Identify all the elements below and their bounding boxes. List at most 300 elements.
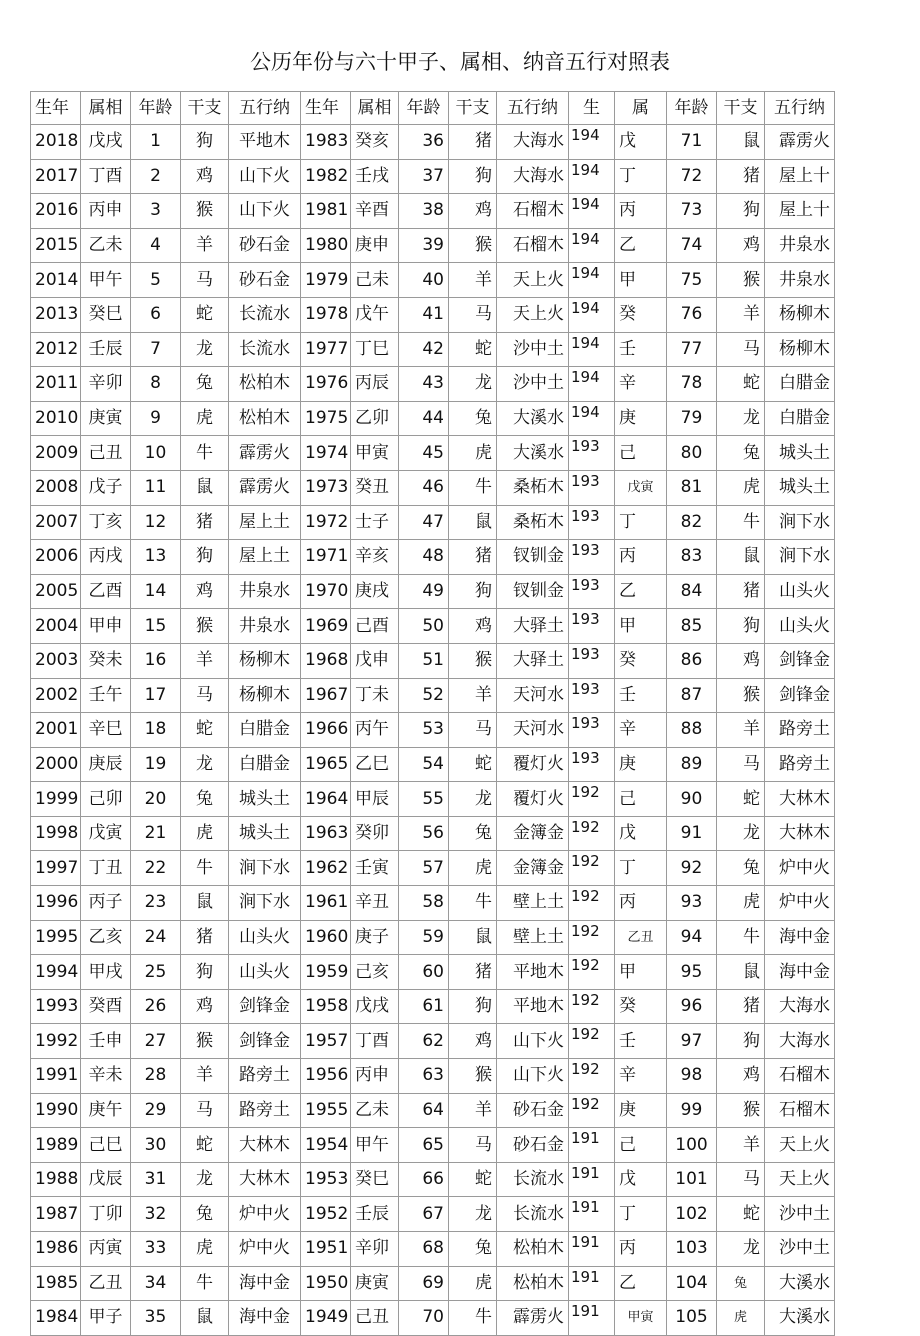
nayin-cell: 金簿金 [497, 816, 569, 851]
animal-cell: 牛 [449, 886, 497, 921]
zodiac-stem-cell: 甲申 [81, 609, 131, 644]
zodiac-stem-cell: 庚申 [351, 228, 399, 263]
zodiac-stem-cell: 丁酉 [351, 1024, 399, 1059]
zodiac-stem-cell: 甲戌 [81, 955, 131, 990]
zodiac-stem-cell: 丁 [615, 159, 667, 194]
birth-year-cell: 2015 [31, 228, 81, 263]
age-cell: 56 [399, 816, 449, 851]
nayin-cell: 壁上土 [497, 920, 569, 955]
animal-cell: 龙 [181, 1162, 229, 1197]
birth-year-cell: 1954 [301, 1128, 351, 1163]
animal-cell: 猪 [181, 505, 229, 540]
animal-cell: 猪 [449, 125, 497, 160]
zodiac-stem-cell: 丁酉 [81, 159, 131, 194]
header-cell: 属相 [81, 92, 131, 125]
page-title: 公历年份与六十甲子、属相、纳音五行对照表 [250, 50, 670, 74]
birth-year-cell: 1985 [31, 1266, 81, 1301]
birth-year-cell: 2011 [31, 367, 81, 402]
birth-year-cell: 1951 [301, 1232, 351, 1267]
animal-cell: 牛 [717, 920, 765, 955]
animal-cell: 马 [449, 297, 497, 332]
nayin-cell: 剑锋金 [765, 678, 835, 713]
animal-cell: 兔 [181, 782, 229, 817]
birth-year-cell: 2014 [31, 263, 81, 298]
zodiac-stem-cell: 庚 [615, 747, 667, 782]
age-cell: 84 [667, 574, 717, 609]
nayin-cell: 山头火 [229, 955, 301, 990]
table-row [31, 609, 835, 644]
nayin-cell: 海中金 [229, 1266, 301, 1301]
birth-year-cell: 1984 [31, 1301, 81, 1336]
age-cell: 64 [399, 1093, 449, 1128]
zodiac-stem-cell: 丁 [615, 851, 667, 886]
birth-year-cell: 1982 [301, 159, 351, 194]
zodiac-stem-cell: 癸 [615, 989, 667, 1024]
zodiac-stem-cell: 辛丑 [351, 886, 399, 921]
birth-year-cell: 2006 [31, 540, 81, 575]
age-cell: 16 [131, 643, 181, 678]
nayin-cell: 炉中火 [765, 851, 835, 886]
nayin-cell: 天河水 [497, 713, 569, 748]
birth-year-cell: 1980 [301, 228, 351, 263]
animal-cell: 虎 [181, 1232, 229, 1267]
animal-cell: 龙 [181, 332, 229, 367]
birth-year-cell: 194 [569, 263, 615, 298]
table-row [31, 263, 835, 298]
nayin-cell: 剑锋金 [765, 643, 835, 678]
nayin-cell: 城头土 [765, 436, 835, 471]
animal-cell: 狗 [181, 540, 229, 575]
birth-year-cell: 193 [569, 609, 615, 644]
animal-cell: 兔 [717, 851, 765, 886]
age-cell: 32 [131, 1197, 181, 1232]
zodiac-stem-cell: 辛卯 [81, 367, 131, 402]
zodiac-stem-cell: 己酉 [351, 609, 399, 644]
animal-cell: 马 [181, 1093, 229, 1128]
zodiac-stem-cell: 己 [615, 436, 667, 471]
age-cell: 27 [131, 1024, 181, 1059]
birth-year-cell: 1977 [301, 332, 351, 367]
age-cell: 48 [399, 540, 449, 575]
nayin-cell: 山头火 [765, 574, 835, 609]
header-cell: 年龄 [131, 92, 181, 125]
age-cell: 61 [399, 989, 449, 1024]
zodiac-stem-cell: 壬 [615, 1024, 667, 1059]
zodiac-stem-cell: 乙亥 [81, 920, 131, 955]
zodiac-stem-cell: 戊子 [81, 470, 131, 505]
nayin-cell: 大溪水 [765, 1266, 835, 1301]
table-row [31, 1232, 835, 1267]
age-cell: 95 [667, 955, 717, 990]
table-row [31, 1197, 835, 1232]
animal-cell: 龙 [449, 1197, 497, 1232]
zodiac-stem-cell: 士子 [351, 505, 399, 540]
birth-year-cell: 2002 [31, 678, 81, 713]
zodiac-stem-cell: 壬午 [81, 678, 131, 713]
nayin-cell: 霹雳火 [765, 125, 835, 160]
animal-cell: 马 [717, 332, 765, 367]
birth-year-cell: 191 [569, 1266, 615, 1301]
animal-cell: 兔 [717, 1266, 765, 1301]
age-cell: 36 [399, 125, 449, 160]
birth-year-cell: 1972 [301, 505, 351, 540]
age-cell: 67 [399, 1197, 449, 1232]
age-cell: 105 [667, 1301, 717, 1336]
nayin-cell: 山头火 [765, 609, 835, 644]
zodiac-stem-cell: 丁卯 [81, 1197, 131, 1232]
birth-year-cell: 1971 [301, 540, 351, 575]
nayin-cell: 大林木 [229, 1162, 301, 1197]
nayin-cell: 大林木 [765, 782, 835, 817]
nayin-cell: 白腊金 [229, 747, 301, 782]
animal-cell: 龙 [717, 401, 765, 436]
animal-cell: 兔 [181, 367, 229, 402]
header-cell: 年龄 [667, 92, 717, 125]
age-cell: 69 [399, 1266, 449, 1301]
zodiac-stem-cell: 庚 [615, 401, 667, 436]
table-row [31, 1128, 835, 1163]
nayin-cell: 炉中火 [229, 1232, 301, 1267]
age-cell: 71 [667, 125, 717, 160]
table-row [31, 886, 835, 921]
nayin-cell: 覆灯火 [497, 782, 569, 817]
zodiac-stem-cell: 乙未 [351, 1093, 399, 1128]
age-cell: 89 [667, 747, 717, 782]
nayin-cell: 天上火 [497, 297, 569, 332]
age-cell: 26 [131, 989, 181, 1024]
birth-year-cell: 192 [569, 955, 615, 990]
table-row [31, 1024, 835, 1059]
age-cell: 93 [667, 886, 717, 921]
header-row [31, 92, 835, 125]
nayin-cell: 城头土 [229, 782, 301, 817]
zodiac-stem-cell: 己卯 [81, 782, 131, 817]
birth-year-cell: 1967 [301, 678, 351, 713]
zodiac-stem-cell: 戊 [615, 816, 667, 851]
header-cell: 年龄 [399, 92, 449, 125]
animal-cell: 龙 [449, 367, 497, 402]
birth-year-cell: 2003 [31, 643, 81, 678]
zodiac-stem-cell: 乙丑 [615, 920, 667, 955]
zodiac-stem-cell: 丙申 [351, 1059, 399, 1094]
animal-cell: 羊 [181, 643, 229, 678]
age-cell: 18 [131, 713, 181, 748]
birth-year-cell: 2005 [31, 574, 81, 609]
age-cell: 49 [399, 574, 449, 609]
age-cell: 5 [131, 263, 181, 298]
nayin-cell: 天上火 [765, 1128, 835, 1163]
zodiac-stem-cell: 庚辰 [81, 747, 131, 782]
age-cell: 80 [667, 436, 717, 471]
table-row [31, 678, 835, 713]
animal-cell: 鼠 [717, 125, 765, 160]
zodiac-stem-cell: 丁巳 [351, 332, 399, 367]
age-cell: 2 [131, 159, 181, 194]
nayin-cell: 城头土 [229, 816, 301, 851]
nayin-cell: 大林木 [229, 1128, 301, 1163]
nayin-cell: 海中金 [229, 1301, 301, 1336]
nayin-cell: 山头火 [229, 920, 301, 955]
age-cell: 37 [399, 159, 449, 194]
zodiac-stem-cell: 庚寅 [81, 401, 131, 436]
nayin-cell: 长流水 [497, 1162, 569, 1197]
birth-year-cell: 191 [569, 1128, 615, 1163]
table-row [31, 1162, 835, 1197]
zodiac-stem-cell: 壬申 [81, 1024, 131, 1059]
zodiac-stem-cell: 己 [615, 1128, 667, 1163]
age-cell: 35 [131, 1301, 181, 1336]
nayin-cell: 路旁土 [765, 713, 835, 748]
nayin-cell: 井泉水 [229, 609, 301, 644]
age-cell: 98 [667, 1059, 717, 1094]
zodiac-stem-cell: 丙申 [81, 194, 131, 229]
age-cell: 55 [399, 782, 449, 817]
nayin-cell: 天河水 [497, 678, 569, 713]
animal-cell: 蛇 [181, 1128, 229, 1163]
zodiac-stem-cell: 辛卯 [351, 1232, 399, 1267]
nayin-cell: 钗钏金 [497, 540, 569, 575]
age-cell: 25 [131, 955, 181, 990]
birth-year-cell: 193 [569, 540, 615, 575]
age-cell: 34 [131, 1266, 181, 1301]
nayin-cell: 石榴木 [497, 228, 569, 263]
animal-cell: 蛇 [449, 1162, 497, 1197]
animal-cell: 猴 [181, 194, 229, 229]
age-cell: 66 [399, 1162, 449, 1197]
animal-cell: 鸡 [717, 1059, 765, 1094]
animal-cell: 马 [181, 263, 229, 298]
animal-cell: 龙 [449, 782, 497, 817]
birth-year-cell: 1966 [301, 713, 351, 748]
birth-year-cell: 2016 [31, 194, 81, 229]
animal-cell: 鼠 [181, 470, 229, 505]
zodiac-stem-cell: 壬 [615, 332, 667, 367]
birth-year-cell: 1963 [301, 816, 351, 851]
birth-year-cell: 2012 [31, 332, 81, 367]
nayin-cell: 白腊金 [765, 367, 835, 402]
birth-year-cell: 1986 [31, 1232, 81, 1267]
table-row [31, 713, 835, 748]
zodiac-stem-cell: 壬 [615, 678, 667, 713]
nayin-cell: 大海水 [765, 989, 835, 1024]
age-cell: 44 [399, 401, 449, 436]
animal-cell: 兔 [717, 436, 765, 471]
header-cell: 生年 [31, 92, 81, 125]
age-cell: 60 [399, 955, 449, 990]
age-cell: 103 [667, 1232, 717, 1267]
nayin-cell: 井泉水 [229, 574, 301, 609]
zodiac-stem-cell: 乙未 [81, 228, 131, 263]
age-cell: 22 [131, 851, 181, 886]
birth-year-cell: 1981 [301, 194, 351, 229]
age-cell: 102 [667, 1197, 717, 1232]
zodiac-stem-cell: 戊戌 [81, 125, 131, 160]
birth-year-cell: 191 [569, 1301, 615, 1336]
birth-year-cell: 2008 [31, 470, 81, 505]
age-cell: 104 [667, 1266, 717, 1301]
age-cell: 28 [131, 1059, 181, 1094]
zodiac-stem-cell: 丙 [615, 886, 667, 921]
zodiac-stem-cell: 癸巳 [351, 1162, 399, 1197]
nayin-cell: 涧下水 [229, 886, 301, 921]
animal-cell: 鸡 [717, 228, 765, 263]
zodiac-stem-cell: 乙丑 [81, 1266, 131, 1301]
table-row [31, 436, 835, 471]
age-cell: 101 [667, 1162, 717, 1197]
animal-cell: 鼠 [717, 955, 765, 990]
nayin-cell: 金簿金 [497, 851, 569, 886]
age-cell: 12 [131, 505, 181, 540]
age-cell: 52 [399, 678, 449, 713]
birth-year-cell: 2001 [31, 713, 81, 748]
birth-year-cell: 194 [569, 159, 615, 194]
animal-cell: 虎 [449, 1266, 497, 1301]
animal-cell: 羊 [449, 263, 497, 298]
zodiac-stem-cell: 庚戌 [351, 574, 399, 609]
animal-cell: 羊 [181, 228, 229, 263]
zodiac-stem-cell: 丁 [615, 505, 667, 540]
table-row [31, 125, 835, 160]
age-cell: 79 [667, 401, 717, 436]
birth-year-cell: 1968 [301, 643, 351, 678]
animal-cell: 猪 [717, 159, 765, 194]
animal-cell: 猪 [717, 989, 765, 1024]
birth-year-cell: 1996 [31, 886, 81, 921]
age-cell: 87 [667, 678, 717, 713]
nayin-cell: 砂石金 [229, 228, 301, 263]
table-row [31, 1301, 835, 1336]
table-row [31, 920, 835, 955]
age-cell: 65 [399, 1128, 449, 1163]
animal-cell: 鸡 [449, 194, 497, 229]
age-cell: 63 [399, 1059, 449, 1094]
animal-cell: 狗 [717, 194, 765, 229]
birth-year-cell: 1978 [301, 297, 351, 332]
nayin-cell: 路旁土 [765, 747, 835, 782]
age-cell: 39 [399, 228, 449, 263]
zodiac-stem-cell: 癸酉 [81, 989, 131, 1024]
animal-cell: 虎 [717, 470, 765, 505]
zodiac-stem-cell: 辛酉 [351, 194, 399, 229]
nayin-cell: 壁上土 [497, 886, 569, 921]
zodiac-stem-cell: 己丑 [81, 436, 131, 471]
birth-year-cell: 1975 [301, 401, 351, 436]
age-cell: 46 [399, 470, 449, 505]
zodiac-stem-cell: 甲午 [81, 263, 131, 298]
nayin-cell: 平地木 [497, 955, 569, 990]
animal-cell: 鼠 [449, 920, 497, 955]
birth-year-cell: 1960 [301, 920, 351, 955]
birth-year-cell: 1958 [301, 989, 351, 1024]
table-row [31, 782, 835, 817]
age-cell: 70 [399, 1301, 449, 1336]
table-row [31, 816, 835, 851]
zodiac-stem-cell: 癸丑 [351, 470, 399, 505]
birth-year-cell: 194 [569, 332, 615, 367]
zodiac-stem-cell: 甲辰 [351, 782, 399, 817]
nayin-cell: 路旁土 [229, 1093, 301, 1128]
age-cell: 58 [399, 886, 449, 921]
nayin-cell: 砂石金 [497, 1093, 569, 1128]
animal-cell: 猴 [449, 228, 497, 263]
nayin-cell: 沙中土 [765, 1197, 835, 1232]
zodiac-stem-cell: 丙戌 [81, 540, 131, 575]
nayin-cell: 砂石金 [229, 263, 301, 298]
age-cell: 30 [131, 1128, 181, 1163]
table-row [31, 574, 835, 609]
nayin-cell: 杨柳木 [229, 678, 301, 713]
table-row [31, 367, 835, 402]
zodiac-stem-cell: 乙酉 [81, 574, 131, 609]
nayin-cell: 海中金 [765, 955, 835, 990]
animal-cell: 虎 [449, 851, 497, 886]
age-cell: 91 [667, 816, 717, 851]
nayin-cell: 屋上土 [229, 505, 301, 540]
table-row [31, 228, 835, 263]
animal-cell: 马 [449, 713, 497, 748]
birth-year-cell: 193 [569, 505, 615, 540]
zodiac-stem-cell: 乙卯 [351, 401, 399, 436]
nayin-cell: 屋上土 [229, 540, 301, 575]
age-cell: 43 [399, 367, 449, 402]
animal-cell: 鸡 [449, 609, 497, 644]
nayin-cell: 炉中火 [765, 886, 835, 921]
birth-year-cell: 2009 [31, 436, 81, 471]
nayin-cell: 天上火 [765, 1162, 835, 1197]
animal-cell: 狗 [449, 989, 497, 1024]
age-cell: 51 [399, 643, 449, 678]
zodiac-stem-cell: 丁 [615, 1197, 667, 1232]
animal-cell: 猪 [449, 540, 497, 575]
age-cell: 68 [399, 1232, 449, 1267]
zodiac-stem-cell: 己未 [351, 263, 399, 298]
animal-cell: 马 [717, 747, 765, 782]
animal-cell: 狗 [449, 574, 497, 609]
zodiac-stem-cell: 甲 [615, 955, 667, 990]
age-cell: 45 [399, 436, 449, 471]
table-row [31, 1266, 835, 1301]
zodiac-stem-cell: 丙寅 [81, 1232, 131, 1267]
age-cell: 11 [131, 470, 181, 505]
zodiac-stem-cell: 丙 [615, 194, 667, 229]
nayin-cell: 剑锋金 [229, 1024, 301, 1059]
zodiac-stem-cell: 辛 [615, 1059, 667, 1094]
zodiac-stem-cell: 丙 [615, 540, 667, 575]
birth-year-cell: 2018 [31, 125, 81, 160]
animal-cell: 兔 [181, 1197, 229, 1232]
table-row [31, 747, 835, 782]
animal-cell: 马 [449, 1128, 497, 1163]
age-cell: 33 [131, 1232, 181, 1267]
nayin-cell: 炉中火 [229, 1197, 301, 1232]
nayin-cell: 涧下水 [765, 540, 835, 575]
zodiac-stem-cell: 戊申 [351, 643, 399, 678]
age-cell: 76 [667, 297, 717, 332]
animal-cell: 狗 [181, 125, 229, 160]
nayin-cell: 松柏木 [497, 1232, 569, 1267]
nayin-cell: 大海水 [497, 125, 569, 160]
table-row [31, 851, 835, 886]
nayin-cell: 石榴木 [497, 194, 569, 229]
animal-cell: 羊 [717, 713, 765, 748]
birth-year-cell: 191 [569, 1162, 615, 1197]
birth-year-cell: 1957 [301, 1024, 351, 1059]
age-cell: 73 [667, 194, 717, 229]
nayin-cell: 平地木 [497, 989, 569, 1024]
nayin-cell: 大驿土 [497, 643, 569, 678]
animal-cell: 马 [717, 1162, 765, 1197]
birth-year-cell: 1979 [301, 263, 351, 298]
